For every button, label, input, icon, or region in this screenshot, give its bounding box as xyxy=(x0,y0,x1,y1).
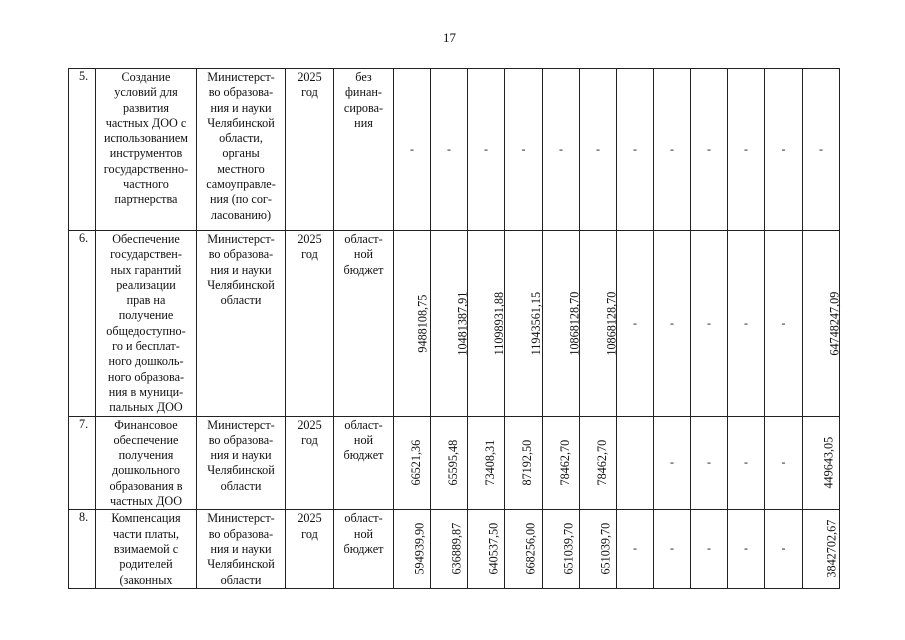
amount-value: 3842702,67 xyxy=(824,520,839,579)
measure-name-line: общедоступно- xyxy=(106,323,186,338)
row-number: 5. xyxy=(69,69,96,231)
responsible-org-line: ласованию) xyxy=(210,207,272,222)
amount-cell xyxy=(691,231,728,417)
measure-name xyxy=(96,510,197,588)
amount-cell xyxy=(654,416,691,510)
amount-cell xyxy=(468,510,505,588)
amount-cell xyxy=(617,231,654,417)
amount-value: 651039,70 xyxy=(598,523,613,575)
dash-value: - xyxy=(670,141,674,156)
page-number: 17 xyxy=(443,30,456,45)
measure-name-line: частных ДОО xyxy=(109,494,183,509)
dash-value: - xyxy=(744,541,748,556)
amount-cell xyxy=(728,510,765,588)
funding-source xyxy=(334,69,394,231)
measure-name-line: получение xyxy=(118,308,174,323)
measure-name-line: (законных xyxy=(119,572,173,587)
funding-source-line: без xyxy=(355,70,372,84)
dash-value: - xyxy=(410,141,414,156)
amount-cell xyxy=(728,416,765,510)
responsible-org-line: во образова- xyxy=(208,247,274,262)
responsible-org-line: Челябинской xyxy=(207,557,275,572)
amount-cell xyxy=(691,69,728,231)
measure-name-line: ного образова- xyxy=(107,369,185,384)
responsible-org-line: ния и науки xyxy=(210,448,272,463)
amount-value: 65595,48 xyxy=(446,440,461,486)
dash-value: - xyxy=(707,455,711,470)
measure-name xyxy=(96,69,197,231)
measure-name-line: пальных ДОО xyxy=(109,400,183,415)
responsible-org-line: ния и науки xyxy=(210,541,272,556)
amount-value: 668256,00 xyxy=(523,523,538,575)
amount-value: 11943561,15 xyxy=(529,291,544,356)
deadline-year-part: год xyxy=(301,526,318,541)
responsible-org-line: во образова- xyxy=(208,432,274,447)
responsible-org-line: области xyxy=(220,478,262,493)
measure-name-line: ния в муници- xyxy=(108,384,184,399)
responsible-org-line: ния и науки xyxy=(210,100,272,115)
deadline-year-part: год xyxy=(301,247,318,262)
responsible-org-line: Министерст- xyxy=(207,232,275,246)
amount-cell xyxy=(468,69,505,231)
funding-source-line: ной xyxy=(353,526,374,541)
responsible-org-line: Челябинской xyxy=(207,277,275,292)
deadline-year-part: 2025 xyxy=(297,232,322,246)
deadline-year-part: 2025 xyxy=(297,417,322,432)
responsible-org-line: Министерст- xyxy=(207,511,275,526)
dash-value: - xyxy=(670,315,674,330)
responsible-org xyxy=(197,69,286,231)
deadline-year-part: 2025 xyxy=(297,70,322,84)
measure-name-line: взимаемой с xyxy=(113,541,179,556)
funding-source-line: област- xyxy=(344,232,383,246)
amount-cell xyxy=(543,69,580,231)
amount-value: 10481387,91 xyxy=(455,291,470,356)
dash-value: - xyxy=(819,141,823,156)
amount-cell xyxy=(803,231,840,417)
amount-cell xyxy=(394,69,431,231)
funding-source-line: ния xyxy=(354,115,373,130)
dash-value: - xyxy=(707,541,711,556)
amount-cell xyxy=(505,231,543,417)
dash-value: - xyxy=(447,141,451,156)
responsible-org-line: во образова- xyxy=(208,526,274,541)
amount-cell xyxy=(505,69,543,231)
amount-cell xyxy=(654,231,691,417)
measure-name-line: инструментов xyxy=(109,146,183,161)
amount-cell xyxy=(394,231,431,417)
amount-cell xyxy=(505,510,543,588)
row-number: 8. xyxy=(69,510,96,588)
dash-value: - xyxy=(744,315,748,330)
deadline-year-part: 2025 xyxy=(297,511,322,526)
funding-source-line: ной xyxy=(353,247,374,262)
amount-cell xyxy=(580,510,617,588)
amount-cell xyxy=(728,69,765,231)
responsible-org xyxy=(197,231,286,417)
dash-value: - xyxy=(707,315,711,330)
dash-value: - xyxy=(744,141,748,156)
dash-value: - xyxy=(633,315,637,330)
amount-cell xyxy=(617,69,654,231)
measure-name-line: Обеспечение xyxy=(112,232,180,246)
responsible-org xyxy=(197,510,286,588)
amount-cell xyxy=(394,416,431,510)
responsible-org-line: области xyxy=(220,293,262,308)
dash-value: - xyxy=(781,141,786,156)
dash-value: - xyxy=(781,315,786,330)
dash-value: - xyxy=(744,455,748,470)
measure-name-line: использованием xyxy=(103,131,189,146)
responsible-org-line: области, xyxy=(219,131,263,146)
measure-name-line: развития xyxy=(122,100,170,115)
dash-value: - xyxy=(596,141,600,156)
table-row xyxy=(69,231,840,417)
responsible-org-line: Министерст- xyxy=(207,70,275,84)
amount-value: 636889,87 xyxy=(449,523,464,575)
responsible-org-line: ния и науки xyxy=(210,262,272,277)
amount-value: 78462,70 xyxy=(595,440,610,486)
amount-cell xyxy=(431,416,468,510)
funding-source xyxy=(334,416,394,510)
amount-cell xyxy=(617,416,654,510)
table-row xyxy=(69,510,840,588)
measure-name-line: условий для xyxy=(114,85,178,100)
measure-name-line: ных гарантий xyxy=(110,262,182,277)
amount-cell xyxy=(543,231,580,417)
dash-value: - xyxy=(633,541,637,556)
amount-value: 64748247,09 xyxy=(827,291,842,356)
amount-value: 11098931,88 xyxy=(492,291,507,356)
amount-value: 10868128,70 xyxy=(604,291,619,356)
amount-cell xyxy=(394,510,431,588)
amount-value: 651039,70 xyxy=(561,523,576,575)
measure-name-line: получения xyxy=(118,448,174,463)
amount-cell xyxy=(580,69,617,231)
amount-cell xyxy=(654,69,691,231)
responsible-org-line: Министерст- xyxy=(207,417,275,432)
deadline-year-part: год xyxy=(301,85,318,100)
funding-source-line: сирова- xyxy=(343,100,384,115)
amount-value: 449643,05 xyxy=(821,437,836,489)
amount-cell xyxy=(617,510,654,588)
responsible-org-line: органы xyxy=(222,146,260,161)
amount-cell xyxy=(765,69,803,231)
program-table xyxy=(68,68,840,589)
measure-name-line: дошкольного xyxy=(112,463,180,478)
measure-name-line: Компенсация xyxy=(111,511,181,526)
amount-value: 594939,90 xyxy=(412,523,427,575)
deadline-year xyxy=(286,69,334,231)
measure-name-line: части платы, xyxy=(112,526,180,541)
table-row xyxy=(69,416,840,510)
measure-name-line: го и бесплат- xyxy=(112,339,180,354)
amount-cell xyxy=(580,416,617,510)
responsible-org-line: Челябинской xyxy=(207,115,275,130)
funding-source-line: бюджет xyxy=(343,541,384,556)
amount-cell xyxy=(803,69,840,231)
deadline-year xyxy=(286,416,334,510)
deadline-year-part: год xyxy=(301,432,318,447)
amount-value: 640537,50 xyxy=(486,523,501,575)
amount-cell xyxy=(505,416,543,510)
dash-value: - xyxy=(559,141,563,156)
amount-cell xyxy=(468,416,505,510)
dash-value: - xyxy=(670,541,674,556)
responsible-org-line: местного xyxy=(217,161,265,176)
row-number: 7. xyxy=(69,416,96,510)
measure-name xyxy=(96,231,197,417)
measure-name-line: партнерства xyxy=(114,192,178,207)
dash-value: - xyxy=(707,141,711,156)
responsible-org-line: Челябинской xyxy=(207,463,275,478)
amount-value: 66521,36 xyxy=(409,440,424,486)
measure-name-line: Создание xyxy=(121,70,171,84)
amount-cell xyxy=(803,510,840,588)
amount-value: 78462,70 xyxy=(558,440,573,486)
amount-cell xyxy=(431,231,468,417)
table-row xyxy=(69,69,840,231)
dash-value: - xyxy=(670,455,674,470)
amount-value: 87192,50 xyxy=(520,440,535,486)
measure-name-line: государственно- xyxy=(103,161,189,176)
amount-cell xyxy=(468,231,505,417)
amount-cell xyxy=(765,510,803,588)
dash-value: - xyxy=(781,541,786,556)
funding-source-line: бюджет xyxy=(343,448,384,463)
deadline-year xyxy=(286,510,334,588)
dash-value: - xyxy=(633,141,637,156)
amount-cell xyxy=(728,231,765,417)
measure-name xyxy=(96,416,197,510)
funding-source-line: област- xyxy=(344,417,383,432)
responsible-org-line: области xyxy=(220,572,262,587)
amount-value: 73408,31 xyxy=(483,440,498,486)
amount-cell xyxy=(580,231,617,417)
amount-cell xyxy=(765,231,803,417)
measure-name-line: государствен- xyxy=(110,247,182,262)
amount-cell xyxy=(654,510,691,588)
funding-source xyxy=(334,510,394,588)
dash-value: - xyxy=(484,141,488,156)
amount-value: 9488108,75 xyxy=(415,294,430,353)
responsible-org-line: самоуправле- xyxy=(206,177,276,192)
amount-cell xyxy=(765,416,803,510)
measure-name-line: родителей xyxy=(119,557,173,572)
amount-cell xyxy=(543,416,580,510)
measure-name-line: реализации xyxy=(116,277,176,292)
amount-cell xyxy=(431,510,468,588)
amount-value: 10868128,70 xyxy=(567,291,582,356)
dash-value: - xyxy=(781,455,786,470)
row-number: 6. xyxy=(69,231,96,417)
funding-source xyxy=(334,231,394,417)
measure-name-line: обеспечение xyxy=(113,432,179,447)
measure-name-line: частного xyxy=(123,177,169,192)
responsible-org xyxy=(197,416,286,510)
measure-name-line: образования в xyxy=(109,478,183,493)
funding-source-line: област- xyxy=(344,511,383,526)
funding-source-line: финан- xyxy=(345,85,382,100)
measure-name-line: ного дошколь- xyxy=(108,354,184,369)
dash-value: - xyxy=(521,141,526,156)
funding-source-line: бюджет xyxy=(343,262,384,277)
amount-cell xyxy=(803,416,840,510)
measure-name-line: прав на xyxy=(126,293,166,308)
funding-source-line: ной xyxy=(353,432,374,447)
amount-cell xyxy=(691,510,728,588)
responsible-org-line: ния (по сог- xyxy=(210,192,272,207)
amount-cell xyxy=(543,510,580,588)
measure-name-line: частных ДОО с xyxy=(105,115,187,130)
amount-cell xyxy=(431,69,468,231)
responsible-org-line: во образова- xyxy=(208,85,274,100)
measure-name-line: Финансовое xyxy=(114,417,178,432)
deadline-year xyxy=(286,231,334,417)
amount-cell xyxy=(691,416,728,510)
